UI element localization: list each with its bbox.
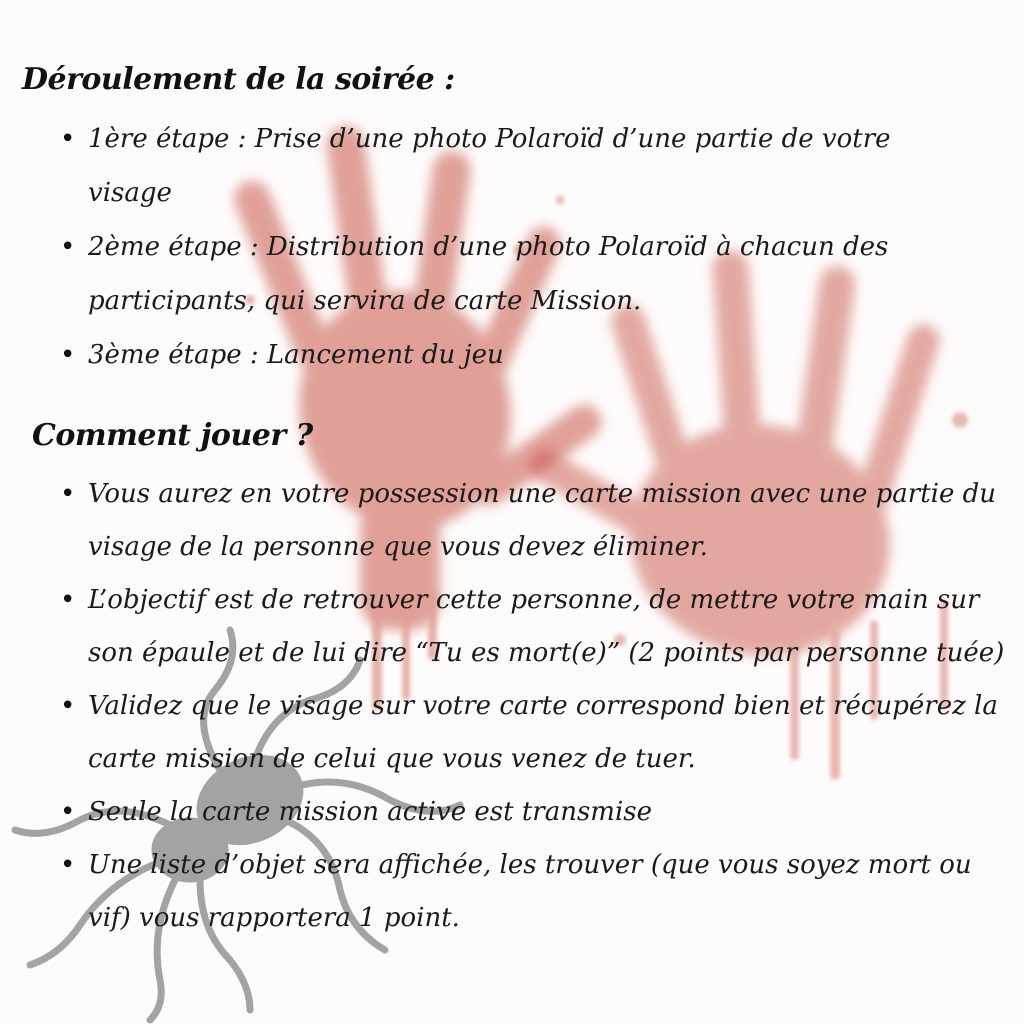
list-item: • Vous aurez en votre possession une carte mission avec une partie du visage de la personne que vous devez éliminer. — [60, 468, 1005, 574]
list-item: • Une liste d’objet sera affichée, les trouver (que vous soyez mort ou vif) vous rapportera 1 point. — [60, 839, 1005, 945]
list-item: • Seule la carte mission active est transmise — [60, 786, 1005, 839]
rules-list — [60, 468, 1005, 945]
list-item: • 1ère étape : Prise d’une photo Polaroïd d’une partie de votre visage — [60, 112, 910, 220]
list-item: • L’objectif est de retrouver cette personne, de mettre votre main sur son épaule et de lui dire “Tu es mort(e)” (2 points par personne tuée) — [60, 574, 1005, 680]
section-title-comment-jouer: Comment jouer ? — [32, 418, 313, 453]
list-item: • 2ème étape : Distribution d’une photo Polaroïd à chacun des participants, qui servira de carte Mission. — [60, 220, 910, 328]
list-item: • Validez que le visage sur votre carte correspond bien et récupérez la carte mission de celui que vous venez de tuer. — [60, 680, 1005, 786]
section-title-deroulement: Déroulement de la soirée : — [22, 62, 455, 97]
steps-list — [60, 112, 910, 382]
list-item: • 3ème étape : Lancement du jeu — [60, 328, 910, 382]
